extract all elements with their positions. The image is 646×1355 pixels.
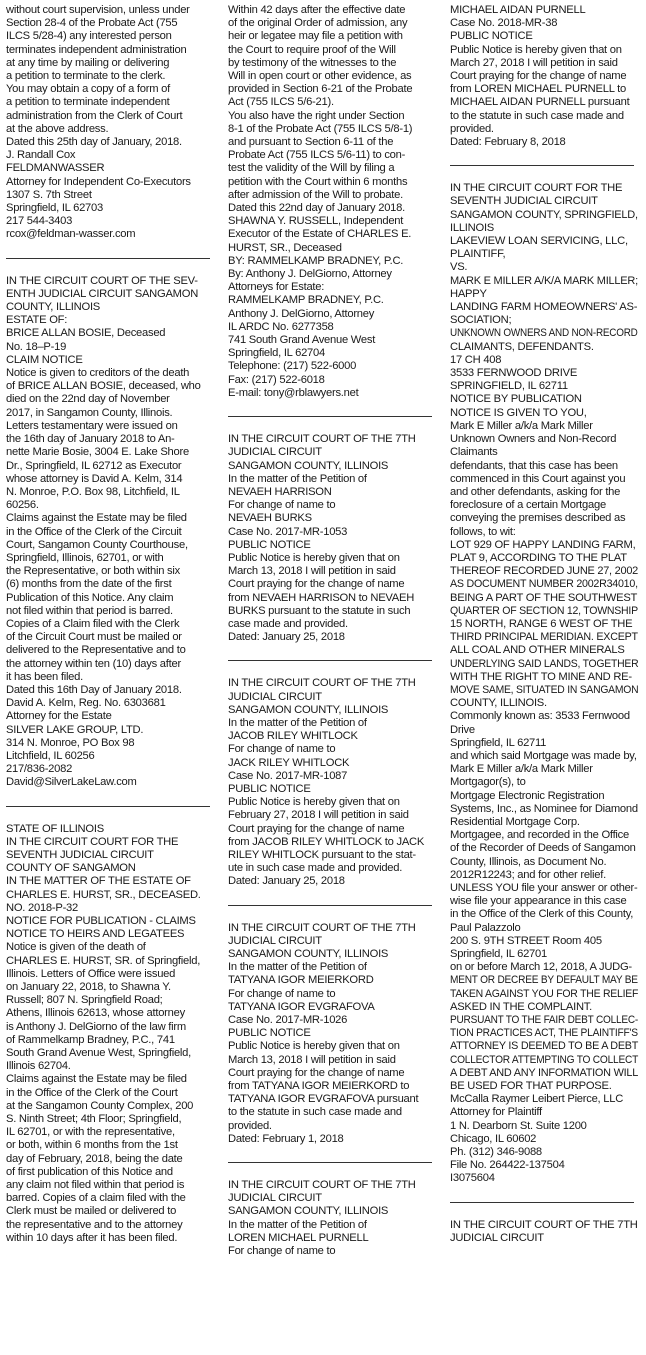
notice-line: SANGAMON COUNTY, SPRINGFIELD, bbox=[450, 208, 638, 221]
notice-line: barred. Copies of a claim filed with the bbox=[6, 1192, 186, 1205]
notice-divider bbox=[228, 416, 432, 417]
notice-line: Court praying for the change of name bbox=[228, 1066, 405, 1079]
notice-line: VS. bbox=[450, 261, 468, 274]
notice-line: Public Notice is hereby given that on bbox=[228, 1040, 400, 1053]
notice-line: Case No. 2018-MR-38 bbox=[450, 17, 558, 30]
notice-line: HURST, SR., Deceased bbox=[228, 241, 342, 254]
notice-line: JUDICIAL CIRCUIT bbox=[228, 446, 322, 459]
notice-line: Litchfield, IL 60256 bbox=[6, 749, 95, 762]
notice-line: within 10 days after it has been filed. bbox=[6, 1231, 178, 1244]
notice-line: IN THE MATTER OF THE ESTATE OF bbox=[6, 875, 191, 888]
notice-line: Russell; 807 N. Springfield Road; bbox=[6, 994, 163, 1007]
notice-line: County, Illinois, as Document No. bbox=[450, 855, 607, 868]
notice-line: defendants, that this case has been bbox=[450, 459, 618, 472]
notice-line: is Anthony J. DelGiorno of the law firm bbox=[6, 1020, 186, 1033]
notice-line: MARK E MILLER A/K/A MARK MILLER; bbox=[450, 274, 638, 287]
notice-line: or both, within 6 months from the 1st bbox=[6, 1139, 178, 1152]
notice-line: Case No. 2017-MR-1026 bbox=[228, 1014, 348, 1027]
notice-line: IN THE CIRCUIT COURT OF THE 7TH bbox=[228, 921, 416, 934]
notice-line: Illinois. Letters of Office were issued bbox=[6, 967, 176, 980]
notice-line: provided in Section 6-21 of the Probate bbox=[228, 83, 413, 96]
notice-line: IN THE CIRCUIT COURT OF THE 7TH bbox=[228, 677, 416, 690]
notice-line: Act (755 ILCS 5/6-21). bbox=[228, 96, 334, 109]
notice-line: Notice is given to creditors of the death bbox=[6, 367, 190, 380]
notice-line: Case No. 2017-MR-1087 bbox=[228, 769, 348, 782]
notice-line: March 27, 2018 I will petition in said bbox=[450, 56, 618, 69]
notice-line: 15 NORTH, RANGE 6 WEST OF THE bbox=[450, 617, 633, 630]
notice-line: A DEBT AND ANY INFORMATION WILL bbox=[450, 1066, 639, 1079]
notice-line: TATYANA IGOR MEIERKORD bbox=[228, 974, 374, 987]
notice-line: IL ARDC No. 6277358 bbox=[228, 320, 334, 333]
notice-divider bbox=[450, 1202, 634, 1203]
notice-line: nette Marie Bosie, 3004 E. Lake Shore bbox=[6, 446, 189, 459]
notice-line: JACK RILEY WHITLOCK bbox=[228, 756, 350, 769]
notice-line: of first publication of this Notice and bbox=[6, 1165, 173, 1178]
notice-line: 1307 S. 7th Street bbox=[6, 188, 92, 201]
notice-line: 2012R12243; and for other relief. bbox=[450, 868, 606, 881]
notice-line: CHARLES E. HURST, SR. of Springfield, bbox=[6, 954, 201, 967]
legal-notice bbox=[450, 4, 640, 149]
notice-line: from LOREN MICHAEL PURNELL to bbox=[450, 83, 626, 96]
notice-line: a petition to terminate independent bbox=[6, 96, 170, 109]
notice-line: CLAIMANTS, DEFENDANTS. bbox=[450, 340, 594, 353]
notice-line: it has been filed. bbox=[6, 670, 83, 683]
column-2 bbox=[228, 0, 438, 1355]
notice-line: the Court to require proof of the Will bbox=[228, 43, 396, 56]
notice-line: THIRD PRINCIPAL MERIDIAN. EXCEPT bbox=[450, 631, 638, 644]
notice-line: at the Sangamon County Complex, 200 bbox=[6, 1099, 194, 1112]
notice-line: NEVAEH HARRISON bbox=[228, 485, 332, 498]
notice-line: IN THE CIRCUIT COURT FOR THE bbox=[6, 835, 179, 848]
notice-divider bbox=[228, 1162, 432, 1163]
notice-line: Commonly known as: 3533 Fernwood bbox=[450, 710, 630, 723]
notice-line: Section 28-4 of the Probate Act (755 bbox=[6, 17, 178, 30]
notice-line: 200 S. 9TH STREET Room 405 bbox=[450, 934, 602, 947]
notice-line: Dated: February 1, 2018 bbox=[228, 1132, 344, 1145]
notice-line: Court praying for the change of name bbox=[450, 70, 627, 83]
notice-line: of the original Order of admission, any bbox=[228, 17, 408, 30]
notice-line: In the matter of the Petition of bbox=[228, 472, 367, 485]
notice-line: IN THE CIRCUIT COURT OF THE 7TH bbox=[450, 1218, 638, 1231]
notice-line: from TATYANA IGOR MEIERKORD to bbox=[228, 1080, 410, 1093]
notice-line: Probate Act (755 ILCS 5/6-11) to con- bbox=[228, 149, 406, 162]
notice-line: For change of name to bbox=[228, 1245, 336, 1258]
column-3 bbox=[450, 0, 640, 1355]
notice-line: NOTICE IS GIVEN TO YOU, bbox=[450, 406, 587, 419]
notice-line: Court praying for the change of name bbox=[228, 578, 405, 591]
notice-line: FELDMANWASSER bbox=[6, 162, 105, 175]
notice-line: Ph. (312) 346-9088 bbox=[450, 1146, 542, 1159]
notice-line: IN THE CIRCUIT COURT FOR THE bbox=[450, 182, 623, 195]
notice-line: Case No. 2017-MR-1053 bbox=[228, 525, 348, 538]
notice-line: RAMMELKAMP BRADNEY, P.C. bbox=[228, 294, 384, 307]
notice-line: PLAT 9, ACCORDING TO THE PLAT bbox=[450, 551, 627, 564]
notice-line: Notice is given of the death of bbox=[6, 941, 146, 954]
notice-line: 17 CH 408 bbox=[450, 353, 502, 366]
notice-line: CLAIM NOTICE bbox=[6, 353, 83, 366]
notice-line: (6) months from the date of the first bbox=[6, 578, 172, 591]
notice-line: MICHAEL AIDAN PURNELL bbox=[450, 4, 586, 16]
notice-line: 741 South Grand Avenue West bbox=[228, 334, 376, 347]
notice-line: provided. bbox=[450, 122, 494, 135]
notice-line: delivered to the Representative and to bbox=[6, 644, 186, 657]
notice-line: J. Randall Cox bbox=[6, 149, 76, 162]
notice-line: 60256. bbox=[6, 499, 39, 512]
notice-line: E-mail: tony@rblawyers.net bbox=[228, 386, 359, 399]
notice-line: follows, to wit: bbox=[450, 525, 516, 538]
notice-line: Within 42 days after the effective date bbox=[228, 4, 406, 16]
notice-line: UNDERLYING SAID LANDS, TOGETHER bbox=[450, 657, 639, 670]
notice-line: UNLESS YOU file your answer or other- bbox=[450, 882, 638, 894]
notice-line: JUDICIAL CIRCUIT bbox=[228, 1192, 322, 1205]
notice-line: Springfield, IL 62711 bbox=[450, 736, 547, 749]
notice-line: Attorney for the Estate bbox=[6, 710, 112, 723]
notice-line: LOT 929 OF HAPPY LANDING FARM, bbox=[450, 538, 636, 551]
notice-line: THEREOF RECORDED JUNE 27, 2002 bbox=[450, 565, 639, 578]
notice-line: BEING A PART OF THE SOUTHWEST bbox=[450, 591, 638, 604]
notice-line: HAPPY bbox=[450, 287, 487, 300]
notice-line: Unknown Owners and Non-Record bbox=[450, 433, 617, 446]
notice-line: IN THE CIRCUIT COURT OF THE SEV- bbox=[6, 274, 198, 287]
notice-line: ILCS 5/28-4) any interested person bbox=[6, 30, 172, 43]
notice-line: South Grand Avenue West, Springfield, bbox=[6, 1047, 191, 1060]
notice-line: Copies of a Claim filed with the Clerk bbox=[6, 617, 180, 630]
notice-line: Fax: (217) 522-6018 bbox=[228, 373, 325, 386]
legal-notice bbox=[6, 4, 216, 242]
notice-line: Springfield, Illinois, 62701, or with bbox=[6, 551, 164, 564]
notice-line: wise file your appearance in this case bbox=[450, 895, 627, 908]
notice-line: UNKNOWN OWNERS AND NON-RECORD bbox=[450, 327, 638, 340]
legal-notice bbox=[228, 922, 438, 1146]
notice-line: Public Notice is hereby given that on bbox=[450, 43, 622, 56]
notice-line: Public Notice is hereby given that on bbox=[228, 551, 400, 564]
legal-notice bbox=[450, 1219, 640, 1245]
notice-line: to the statute in such case made and bbox=[450, 109, 624, 122]
notice-divider bbox=[228, 660, 432, 661]
notice-line: WITH THE RIGHT TO MINE AND RE- bbox=[450, 670, 632, 683]
notice-line: Dated: February 8, 2018 bbox=[450, 136, 566, 149]
notice-line: PUBLIC NOTICE bbox=[228, 782, 311, 795]
notice-line: QUARTER OF SECTION 12, TOWNSHIP bbox=[450, 604, 638, 617]
notice-line: TAKEN AGAINST YOU FOR THE RELIEF bbox=[450, 987, 639, 1000]
legal-notice bbox=[6, 275, 216, 790]
notice-line: ILLINOIS bbox=[450, 221, 495, 234]
notice-line: Paul Palazzolo bbox=[450, 921, 521, 934]
notice-line: rcox@feldman-wasser.com bbox=[6, 228, 136, 241]
notice-line: ASKED IN THE COMPLAINT. bbox=[450, 1000, 592, 1013]
notice-line: TATYANA IGOR EVGRAFOVA pursuant bbox=[228, 1093, 419, 1106]
notice-line: Dr., Springfield, IL 62712 as Executor bbox=[6, 459, 182, 472]
notice-line: STATE OF ILLINOIS bbox=[6, 822, 104, 835]
notice-line: on or before March 12, 2018, A JUDG- bbox=[450, 961, 632, 974]
notice-line: by testimony of the witnesses to the bbox=[228, 56, 397, 69]
notice-line: February 27, 2018 I will petition in said bbox=[228, 809, 409, 822]
notice-line: March 13, 2018 I will petition in said bbox=[228, 1053, 396, 1066]
notice-line: and pursuant to Section 6-11 of the bbox=[228, 136, 394, 149]
notice-line: Letters testamentary were issued on bbox=[6, 419, 178, 432]
notice-line: March 13, 2018 I will petition in said bbox=[228, 565, 396, 578]
notice-line: MENT OR DECREE BY DEFAULT MAY BE bbox=[450, 974, 638, 987]
notice-line: 3533 FERNWOOD DRIVE bbox=[450, 367, 578, 380]
notice-line: the attorney within ten (10) days after bbox=[6, 657, 181, 670]
notice-line: BRICE ALLAN BOSIE, Deceased bbox=[6, 327, 166, 340]
notice-line: In the matter of the Petition of bbox=[228, 1218, 367, 1231]
notice-line: No. 18–P-19 bbox=[6, 340, 67, 353]
notice-line: NO. 2018-P-32 bbox=[6, 901, 78, 914]
notice-line: to the statute in such case made and bbox=[228, 1106, 402, 1119]
notice-line: Residential Mortgage Corp. bbox=[450, 815, 580, 828]
notice-line: Anthony J. DelGiorno, Attorney bbox=[228, 307, 375, 320]
notice-line: 217/836-2082 bbox=[6, 763, 73, 776]
notice-line: Public Notice is hereby given that on bbox=[228, 796, 400, 809]
legal-notice bbox=[228, 433, 438, 644]
notice-line: I3075604 bbox=[450, 1172, 495, 1185]
notice-line: RILEY WHITLOCK pursuant to the stat- bbox=[228, 848, 416, 861]
notice-line: PUBLIC NOTICE bbox=[228, 1027, 311, 1040]
notice-line: Claims against the Estate may be filed bbox=[6, 512, 187, 525]
notice-line: McCalla Raymer Leibert Pierce, LLC bbox=[450, 1093, 624, 1106]
notice-line: in the Office of the Clerk of the Court bbox=[6, 1086, 178, 1099]
notice-line: NOTICE FOR PUBLICATION - CLAIMS bbox=[6, 915, 196, 927]
notice-line: LAKEVIEW LOAN SERVICING, LLC, bbox=[450, 235, 628, 248]
notice-line: SANGAMON COUNTY, ILLINOIS bbox=[228, 1205, 389, 1218]
notice-line: Springfield, IL 62701 bbox=[450, 948, 547, 961]
notice-line: By: Anthony J. DelGiorno, Attorney bbox=[228, 268, 392, 281]
notice-line: NEVAEH BURKS bbox=[228, 512, 312, 525]
notice-line: of the Recorder of Deeds of Sangamon bbox=[450, 842, 636, 855]
notice-line: Will in open court or other evidence, as bbox=[228, 70, 412, 83]
notice-line: whose attorney is David A. Kelm, 314 bbox=[6, 472, 183, 485]
notice-line: ENTH JUDICIAL CIRCUIT SANGAMON bbox=[6, 287, 199, 300]
notice-divider bbox=[6, 806, 210, 807]
notice-line: SHAWNA Y. RUSSELL, Independent bbox=[228, 215, 404, 228]
notice-line: COUNTY, ILLINOIS. bbox=[450, 697, 547, 710]
notice-line: NOTICE BY PUBLICATION bbox=[450, 393, 582, 406]
notice-line: You may obtain a copy of a form of bbox=[6, 83, 170, 96]
legal-notice bbox=[450, 182, 640, 1185]
notice-line: Mark E Miller a/k/a Mark Miller bbox=[450, 419, 593, 432]
notice-line: commenced in this Court against you bbox=[450, 472, 626, 485]
notice-line: after admission of the Will to probate. bbox=[228, 188, 403, 201]
notice-line: and which said Mortgage was made by, bbox=[450, 749, 637, 762]
notice-line: petition with the Court within 6 months bbox=[228, 175, 408, 188]
notice-line: Springfield, IL 62703 bbox=[6, 202, 103, 215]
notice-line: COLLECTOR ATTEMPTING TO COLLECT bbox=[450, 1053, 639, 1066]
notice-line: a petition to terminate to the clerk. bbox=[6, 70, 166, 83]
notice-line: Publication of this Notice. Any claim bbox=[6, 591, 174, 604]
notice-line: CHARLES E. HURST, SR., DECEASED. bbox=[6, 888, 201, 901]
notice-line: the 16th day of January 2018 to An- bbox=[6, 433, 175, 446]
notice-line: BE USED FOR THAT PURPOSE. bbox=[450, 1080, 612, 1093]
notice-line: case made and provided. bbox=[228, 617, 348, 630]
notice-line: heir or legatee may file a petition with bbox=[228, 30, 403, 43]
notice-line: For change of name to bbox=[228, 743, 336, 756]
notice-line: N. Monroe, P.O. Box 98, Litchfield, IL bbox=[6, 485, 180, 498]
notice-line: terminates independent administration bbox=[6, 43, 187, 56]
notice-line: Mortgagee, and recorded in the Office bbox=[450, 829, 629, 842]
notice-line: COUNTY OF SANGAMON bbox=[6, 862, 136, 875]
notice-line: IN THE CIRCUIT COURT OF THE 7TH bbox=[228, 433, 416, 446]
notice-line: provided. bbox=[228, 1119, 272, 1132]
notice-line: Systems, Inc., as Nominee for Diamond bbox=[450, 802, 638, 815]
notice-line: In the matter of the Petition of bbox=[228, 716, 367, 729]
notice-line: For change of name to bbox=[228, 987, 336, 1000]
notice-line: conveying the premises described as bbox=[450, 512, 626, 525]
legal-notice bbox=[6, 823, 216, 1246]
notice-line: day of February, 2018, being the date bbox=[6, 1152, 183, 1165]
notice-line: BY: RAMMELKAMP BRADNEY, P.C. bbox=[228, 254, 404, 267]
notice-line: Mortgagor(s), to bbox=[450, 776, 526, 789]
notice-line: died on the 22nd day of November bbox=[6, 393, 170, 406]
notice-line: MOVE SAME, SITUATED IN SANGAMON bbox=[450, 683, 639, 696]
notice-line: BURKS pursuant to the statute in such bbox=[228, 604, 411, 617]
notice-line: Dated this 25th day of January, 2018. bbox=[6, 136, 182, 149]
notice-line: Springfield, IL 62704 bbox=[228, 347, 325, 360]
notice-line: Attorney for Plaintiff bbox=[450, 1106, 542, 1119]
notice-line: Chicago, IL 60602 bbox=[450, 1132, 537, 1145]
notice-line: not filed within that period is barred. bbox=[6, 604, 173, 617]
notice-line: the representative and to the attorney bbox=[6, 1218, 183, 1231]
notice-line: the Representative, or both within six bbox=[6, 565, 180, 578]
notice-line: PUBLIC NOTICE bbox=[450, 30, 533, 43]
notice-line: IN THE CIRCUIT COURT OF THE 7TH bbox=[228, 1179, 416, 1192]
notice-line: You also have the right under Section bbox=[228, 109, 405, 122]
notice-line: Attorney for Independent Co-Executors bbox=[6, 175, 191, 188]
notice-line: Mortgage Electronic Registration bbox=[450, 789, 605, 802]
notice-line: on January 22, 2018, to Shawna Y. bbox=[6, 981, 171, 994]
notice-line: Executor of the Estate of CHARLES E. bbox=[228, 228, 412, 241]
notice-line: and other defendants, asking for the bbox=[450, 485, 621, 498]
notice-line: test the validity of the Will by filing a bbox=[228, 162, 395, 175]
notice-line: 1 N. Dearborn St. Suite 1200 bbox=[450, 1119, 587, 1132]
notice-line: COUNTY, ILLINOIS bbox=[6, 301, 101, 314]
notice-divider bbox=[6, 258, 210, 259]
notice-line: Dated: January 25, 2018 bbox=[228, 875, 345, 888]
notice-line: Court praying for the change of name bbox=[228, 822, 405, 835]
notice-line: LANDING FARM HOMEOWNERS' AS- bbox=[450, 301, 638, 314]
notice-line: LOREN MICHAEL PURNELL bbox=[228, 1231, 369, 1244]
notice-line: Dated this 16th Day of January 2018. bbox=[6, 683, 182, 696]
notice-line: ESTATE OF: bbox=[6, 314, 68, 327]
notice-line: of Rammelkamp Bradney, P.C., 741 bbox=[6, 1033, 175, 1046]
notice-line: Dated: January 25, 2018 bbox=[228, 631, 345, 644]
notice-line: IL 62701, or with the representative, bbox=[6, 1126, 175, 1139]
notice-line: in the Office of the Clerk of the Circuit bbox=[6, 525, 182, 538]
notice-line: SOCIATION; bbox=[450, 314, 512, 327]
notice-line: any claim not filed within that period is bbox=[6, 1179, 185, 1192]
notice-line: For change of name to bbox=[228, 499, 336, 512]
notice-line: of BRICE ALLAN BOSIE, deceased, who bbox=[6, 380, 201, 393]
notice-line: David@SilverLakeLaw.com bbox=[6, 776, 137, 789]
notice-line: JACOB RILEY WHITLOCK bbox=[228, 730, 358, 743]
notice-line: Claimants bbox=[450, 446, 498, 459]
notice-line: 217 544-3403 bbox=[6, 215, 73, 228]
notice-line: 2017, in Sangamon County, Illinois. bbox=[6, 406, 173, 419]
notice-line: Court, Sangamon County Courthouse, bbox=[6, 538, 188, 551]
notice-line: Mark E Miller a/k/a Mark Miller bbox=[450, 763, 593, 776]
notice-line: ALL COAL AND OTHER MINERALS bbox=[450, 644, 625, 657]
legal-notice bbox=[228, 677, 438, 888]
notice-line: from JACOB RILEY WHITLOCK to JACK bbox=[228, 835, 425, 848]
notice-divider bbox=[228, 905, 432, 906]
notice-line: SANGAMON COUNTY, ILLINOIS bbox=[228, 459, 389, 472]
legal-notice bbox=[228, 4, 438, 400]
notice-line: SANGAMON COUNTY, ILLINOIS bbox=[228, 703, 389, 716]
notice-line: 314 N. Monroe, PO Box 98 bbox=[6, 736, 135, 749]
notice-line: SANGAMON COUNTY, ILLINOIS bbox=[228, 948, 389, 960]
notice-line: File No. 264422-137504 bbox=[450, 1159, 565, 1172]
column-1 bbox=[6, 0, 216, 1355]
notice-line: at the above address. bbox=[6, 122, 109, 135]
notice-line: ATTORNEY IS DEEMED TO BE A DEBT bbox=[450, 1040, 639, 1053]
notice-line: of the Circuit Court must be mailed or bbox=[6, 631, 182, 644]
notice-line: JUDICIAL CIRCUIT bbox=[450, 1231, 544, 1244]
notice-line: Drive bbox=[450, 723, 475, 736]
notice-line: JUDICIAL CIRCUIT bbox=[228, 934, 322, 947]
notice-line: David A. Kelm, Reg. No. 6303681 bbox=[6, 697, 166, 710]
notice-line: TION PRACTICES ACT, THE PLAINTIFF'S bbox=[450, 1027, 638, 1040]
notice-line: from NEVAEH HARRISON to NEVAEH bbox=[228, 591, 415, 604]
notice-line: SILVER LAKE GROUP, LTD. bbox=[6, 723, 144, 736]
notice-line: administration from the Clerk of Court bbox=[6, 109, 183, 122]
notice-line: Athens, Illinois 62613, whose attorney bbox=[6, 1007, 185, 1020]
notice-line: SEVENTH JUDICIAL CIRCUIT bbox=[450, 195, 598, 208]
legal-notice bbox=[228, 1179, 438, 1258]
notice-line: without court supervision, unless under bbox=[6, 4, 190, 16]
notice-line: PURSUANT TO THE FAIR DEBT COLLEC- bbox=[450, 1014, 639, 1027]
notice-line: ute in such case made and provided. bbox=[228, 862, 403, 875]
notice-line: Illinois 62704. bbox=[6, 1060, 71, 1073]
notice-divider bbox=[450, 165, 634, 166]
notice-line: SEVENTH JUDICIAL CIRCUIT bbox=[6, 848, 154, 861]
notice-line: at any time by mailing or delivering bbox=[6, 56, 170, 69]
notice-line: in the Office of the Clerk of this County, bbox=[450, 908, 634, 921]
notice-line: TATYANA IGOR EVGRAFOVA bbox=[228, 1000, 375, 1013]
notice-line: PUBLIC NOTICE bbox=[228, 538, 311, 551]
notice-line: NOTICE TO HEIRS AND LEGATEES bbox=[6, 928, 185, 941]
notice-line: Telephone: (217) 522-6000 bbox=[228, 360, 357, 373]
notice-line: Clerk must be mailed or delivered to bbox=[6, 1205, 177, 1218]
notice-line: foreclosure of a certain Mortgage bbox=[450, 499, 606, 512]
notice-line: AS DOCUMENT NUMBER 2002R34010, bbox=[450, 578, 638, 591]
notice-line: MICHAEL AIDAN PURNELL pursuant bbox=[450, 96, 630, 109]
notice-line: S. Ninth Street; 4th Floor; Springfield, bbox=[6, 1113, 182, 1126]
notice-line: JUDICIAL CIRCUIT bbox=[228, 690, 322, 703]
notice-line: SPRINGFIELD, IL 62711 bbox=[450, 380, 568, 393]
notice-line: PLAINTIFF, bbox=[450, 248, 506, 261]
notice-line: 8-1 of the Probate Act (755 ILCS 5/8-1) bbox=[228, 122, 413, 135]
notice-line: Claims against the Estate may be filed bbox=[6, 1073, 187, 1086]
notice-line: Dated this 22nd day of January 2018. bbox=[228, 202, 405, 215]
notice-line: In the matter of the Petition of bbox=[228, 961, 367, 974]
notice-line: Attorneys for Estate: bbox=[228, 281, 325, 294]
